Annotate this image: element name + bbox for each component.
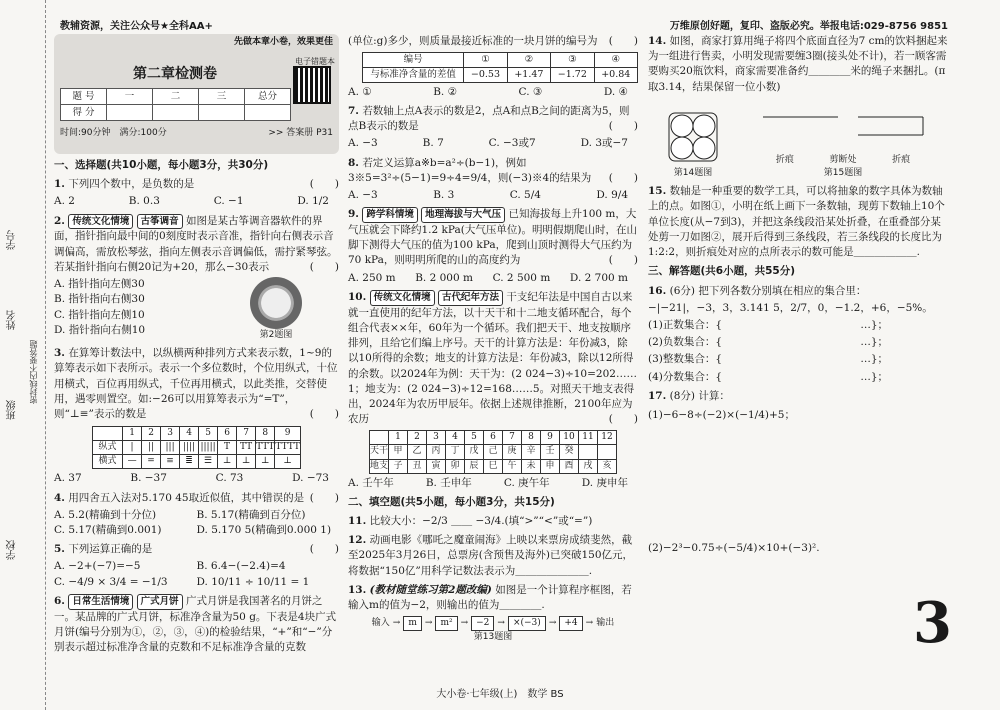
q-text[interactable]: 数轴是一种重要的数学工具，可以将抽象的数字具体为数轴上的点。如图①，小明在纸上画下一条数轴，现剪下数轴上10个单位长度(从−7到3)，并把这条线段沿某处折叠，在重叠部分某处剪一刀如图②，展开后得到三条线段，若三条线段的长度比为1:2:2，则折痕处对应的点所表示的数可能是＿＿＿＿＿＿. (648, 185, 945, 259)
table-cell: 丙 (427, 445, 446, 459)
table-cell: 2 (142, 427, 161, 441)
table-cell: 8 (522, 431, 541, 445)
q-text[interactable]: 动画电影《哪吒之魔童闹海》上映以来票房成绩斐然，截至2025年3月26日，总票房(含预售及海外)已突破150亿元，将数据“150亿”用科学记数法表示为＿＿＿＿＿＿＿. (348, 534, 633, 577)
table-cell: 横式 (93, 455, 123, 469)
set-label: (4)分数集合：{ (648, 370, 723, 383)
table-cell: ④ (594, 53, 637, 68)
table-cell: 3 (161, 427, 180, 441)
option-b[interactable]: B. 6.4−(−2.4)=4 (196, 560, 286, 573)
sub-question-1: (1)−6−8÷(−2)×(−1/4)+5； (648, 409, 795, 422)
table-cell: 4 (446, 431, 465, 445)
answer-paren[interactable]: ( ) (309, 408, 339, 420)
answer-paren[interactable]: ( ) (309, 491, 339, 504)
option-b[interactable]: B. ② (433, 85, 458, 98)
footer: 大小卷·七年级(上) 数学 BS (436, 688, 564, 700)
topic-tag: 古筝调音 (137, 214, 183, 230)
q-text: 若数轴上点A表示的数是2，点A和点B之间的距离为5，则点B表示的数是 (348, 104, 630, 133)
question-10 (348, 290, 638, 491)
score-input-cell[interactable] (153, 105, 199, 121)
option-b[interactable]: B. 7 (422, 137, 444, 150)
column-2 (348, 34, 638, 644)
option-c[interactable]: C. 73 (215, 472, 244, 485)
ganzhi-table (369, 430, 617, 473)
binding-margin (0, 0, 46, 710)
cut-label: 剪断处 (829, 155, 857, 166)
table-cell: 5 (465, 431, 484, 445)
table-cell: 午 (503, 459, 522, 473)
figure-caption: 第15题图 (823, 168, 863, 179)
option-d[interactable]: D. 9/4 (596, 189, 628, 202)
score-input-cell[interactable] (199, 105, 245, 121)
q-number: 10. (348, 290, 367, 303)
table-cell: 戊 (465, 445, 484, 459)
option-d[interactable]: D. 5.170 5(精确到0.000 1) (196, 524, 332, 537)
q-number: 6. (54, 594, 65, 607)
set-positive[interactable] (648, 318, 948, 333)
top-banner (60, 20, 948, 35)
table-cell: 地支 (370, 459, 389, 473)
section-2-title: 二、填空题(共5小题，每小题3分，共15分) (348, 495, 555, 508)
score-cell: 一 (107, 89, 153, 105)
table-cell: 1 (389, 431, 408, 445)
option-d[interactable]: D. ④ (603, 85, 628, 98)
seal-note: 密封线内不要答题 (29, 340, 38, 404)
question-5 (54, 542, 339, 590)
option-a[interactable]: A. 指针指向左侧30 (54, 278, 145, 291)
section-1-title: 一、选择题(共10小题，每小题3分，共30分) (54, 159, 269, 171)
exam-time: 时间:90分钟 (60, 128, 111, 139)
table-cell: 丁 (446, 445, 465, 459)
table-cell: 7 (237, 427, 256, 441)
option-c[interactable]: C. 5.17(精确到0.001) (54, 524, 162, 537)
score-cell: 题 号 (61, 89, 107, 105)
table-cell: 纵式 (93, 441, 123, 455)
table-cell: 酉 (560, 459, 579, 473)
table-cell: 己 (484, 445, 503, 459)
option-d[interactable]: D. 3或−7 (580, 137, 628, 150)
answer-space-1[interactable] (648, 423, 948, 541)
q-text: 在算筹计数法中，以纵横两种排列方式来表示数，1~9的算筹表示如下表所示。表示一个多位数时，个位用纵式，十位用横式，百位再用纵式，千位再用横式，以此类推，交替使用，遇零则置空。如:−26可以用算筹表示为“=T”，则“⊥≡”表示的数是 (54, 347, 338, 420)
number-label: 学号 (7, 230, 18, 250)
table-cell (579, 445, 598, 459)
table-cell: 庚 (503, 445, 522, 459)
table-cell: ② (507, 53, 550, 68)
q-text: 如图是某古筝调音器软件的界面，指针指向最中间的0刻度时表示音准，指针向右侧表示音调偏高，需放松琴弦，指向左侧表示音调偏低，需拧紧琴弦。若某指针指向右侧20记为+20，那么−30表示 (54, 214, 338, 273)
option-c[interactable]: C. 庚午年 (503, 476, 550, 489)
figure-caption: 第2题图 (259, 330, 293, 341)
answer-paren[interactable]: ( ) (608, 254, 638, 267)
option-c[interactable]: C. 2 500 m (492, 271, 551, 284)
context-tag: 传统文化情境 (68, 214, 133, 230)
question-2 (54, 214, 339, 342)
table-cell: 亥 (598, 459, 617, 473)
question-3 (54, 346, 339, 486)
q-number: 11. (348, 515, 367, 528)
sub-question-2: (2)−2³−0.75÷(−5/4)×10+(−3)². (648, 542, 820, 555)
option-a[interactable]: A. −3 (348, 189, 378, 202)
q-number: 3. (54, 347, 65, 360)
question-6 (54, 594, 339, 655)
table-cell: 6 (484, 431, 503, 445)
class-label: 班级 (7, 400, 18, 420)
table-cell: ③ (551, 53, 594, 68)
score-input-cell[interactable] (245, 105, 291, 121)
q-number: 15. (648, 185, 667, 198)
topic-tag: 地理海拔与大气压 (421, 207, 505, 223)
option-d[interactable]: D. 2 700 m (569, 271, 628, 284)
option-b[interactable]: B. 0.3 (128, 195, 160, 208)
table-cell: 辛 (522, 445, 541, 459)
option-a[interactable]: A. 37 (54, 472, 82, 485)
answer-paren[interactable]: ( ) (309, 543, 339, 556)
table-cell: 9 (275, 427, 301, 441)
score-cell: 三 (199, 89, 245, 105)
crease-label: 折痕 (892, 155, 911, 166)
table-cell: 12 (598, 431, 617, 445)
q-score: (8分) (669, 389, 695, 402)
table-cell: 申 (541, 459, 560, 473)
q-text[interactable]: 如图是一个计算程序框图，若输入m的值为−2，则输出的值为＿＿＿＿. (348, 583, 632, 612)
flow-box: m (403, 616, 422, 631)
set-label: (3)整数集合：{ (648, 353, 723, 366)
question-15 (648, 184, 948, 260)
source-tag: (教材随堂练习第2题改编) (369, 583, 492, 596)
q-number: 16. (648, 284, 667, 297)
topic-tag: 古代纪年方法 (438, 290, 503, 306)
table-cell (598, 445, 617, 459)
context-tag: 日常生活情境 (68, 594, 133, 610)
q-text: 若定义运算a※b=a²÷(b−1)，例如3※5=3²÷(5−1)=9÷4=9/4，则(−3)※4的结果为 (348, 156, 592, 184)
qr-label: 电子错题本 (295, 57, 335, 66)
table-cell: 11 (579, 431, 598, 445)
table-cell (93, 427, 123, 441)
question-9 (348, 207, 638, 286)
table-cell: 6 (218, 427, 237, 441)
q-text: (单位:g)多少，则质量最接近标准的一块月饼的编号为 (348, 35, 598, 47)
column-1 (54, 34, 339, 655)
school-label: 学校 (7, 540, 18, 560)
set-integer[interactable] (648, 352, 948, 367)
rod-numeral-table: 1 2 3 4 5 6 7 8 9 纵式 | || ||| |||| ||||| T TT TTT TTTT 横式 — = ≡ ≣ ☰ ⊥ ⊥ ⊥ ⊥ (92, 426, 301, 469)
score-table (60, 88, 291, 121)
option-b[interactable]: B. 2 000 m (415, 271, 473, 284)
question-1 (54, 177, 339, 209)
table-cell: ① (464, 53, 507, 68)
table-cell: 编号 (363, 53, 464, 68)
q-number: 7. (348, 104, 359, 117)
q-number: 9. (348, 208, 359, 221)
score-cell: 总分 (245, 89, 291, 105)
set-end: …}； (860, 318, 888, 331)
figures-14-15 (648, 99, 948, 180)
column-3 (648, 34, 948, 556)
q-text: 用四舍五入法对5.170 45取近似值，其中错误的是 (68, 491, 305, 504)
answer-paren[interactable]: ( ) (309, 178, 339, 191)
header-slogan: 先做本章小卷，效果更佳 (233, 37, 333, 47)
context-tag: 跨学科情境 (362, 207, 418, 223)
time-line (60, 127, 333, 140)
answer-paren[interactable]: ( ) (608, 35, 638, 47)
exam-title: 第二章检测卷 (133, 66, 217, 82)
question-16 (648, 284, 948, 385)
table-cell: 壬 (541, 445, 560, 459)
answer-ref: >> 答案册 P31 (268, 128, 333, 139)
question-13 (348, 583, 638, 645)
table-cell: 辰 (465, 459, 484, 473)
q-text: 干支纪年法是中国自古以来就一直使用的纪年方法，以十天干和十二地支循环配合，每个组合代表××年，60年为一个循环。我们把天干、地支按顺序排列，且给它们编上序号。天干的计算方法是：年份减3，除以10所得的余数；地支的计算方法是：年份减3，除以12所得的余数。以2024年为例：天干为：(2 024−3)÷10=202……1；地支为：(2 024−3)÷12=168……5。对照天干地支表得出，2024年为农历甲辰年。依据上述规律推断，2100年应为农历 (348, 290, 637, 426)
table-cell: 甲 (389, 445, 408, 459)
option-d[interactable]: D. 指针指向右侧10 (54, 323, 146, 336)
q-number: 4. (54, 491, 65, 504)
set-end: …}； (860, 353, 888, 366)
table-cell: 巳 (484, 459, 503, 473)
set-end: …}； (860, 336, 888, 349)
flow-box: −2 (471, 616, 494, 631)
set-fraction[interactable] (648, 370, 948, 385)
question-14 (648, 34, 948, 180)
table-cell: 1 (123, 427, 142, 441)
q-number: 2. (54, 214, 65, 227)
q-number: 1. (54, 178, 65, 191)
figure-caption: 第13题图 (473, 632, 513, 643)
set-label: (1)正数集合：{ (648, 318, 723, 331)
table-cell: 8 (256, 427, 275, 441)
top-right-text: 万维原创好题，复印、盗版必究。举报电话:029-8756 9851 (669, 21, 948, 32)
set-end: …}； (860, 370, 888, 383)
qr-code-icon[interactable] (295, 68, 329, 102)
question-6-continued (348, 34, 638, 100)
score-cell: 得 分 (61, 105, 107, 121)
q-number: 13. (348, 583, 367, 596)
q-text: 把下列各数分别填在相应的集合里： (698, 284, 867, 297)
option-b[interactable]: B. 指针指向右侧30 (54, 293, 145, 306)
table-cell: 乙 (408, 445, 427, 459)
option-a[interactable]: A. −2+(−7)=−5 (54, 560, 141, 573)
table-cell: 5 (199, 427, 218, 441)
flow-box: +4 (559, 616, 582, 631)
crease-label: 折痕 (775, 155, 794, 166)
question-4 (54, 491, 339, 539)
table-cell: 7 (503, 431, 522, 445)
section-3-title: 三、解答题(共6小题，共55分) (648, 265, 796, 278)
table-cell: 2 (408, 431, 427, 445)
q-score: (6分) (669, 284, 695, 297)
table-cell: 与标准净含量的差值 (363, 67, 464, 82)
option-b[interactable]: B. 3 (433, 189, 455, 202)
table-cell: +1.47 (507, 67, 550, 82)
q-text[interactable]: 比较大小：−2/3 ＿＿ −3/4.(填“>”“<”或“=”) (369, 515, 593, 528)
question-7 (348, 104, 638, 152)
exam-full-score: 满分:100分 (119, 128, 167, 139)
table-cell: 3 (427, 431, 446, 445)
bottles-figure (668, 112, 718, 162)
option-d[interactable]: D. 庚申年 (581, 476, 628, 489)
option-d[interactable]: D. −73 (292, 472, 329, 485)
table-cell: 4 (180, 427, 199, 441)
table-cell: 丑 (408, 459, 427, 473)
q-text: 下列四个数中，是负数的是 (68, 178, 195, 191)
table-cell: 天干 (370, 445, 389, 459)
option-a[interactable]: A. 2 (54, 195, 75, 208)
flow-box: m² (435, 616, 457, 631)
q-number: 5. (54, 543, 65, 556)
option-d[interactable]: D. 1/2 (297, 195, 329, 208)
table-cell: +0.84 (594, 67, 637, 82)
q-text: 已知海拔每上升100 m，大气压就会下降约1.2 kPa(大气压单位)。明明假期爬山时，在山脚下测得大气压的值为100 kPa，爬到山顶时测得大气压约为70 kPa，则明明所爬的山的高度约为 (348, 208, 637, 267)
page-number-badge: 3 (913, 589, 952, 656)
question-12 (348, 533, 638, 579)
topic-tag: 广式月饼 (137, 594, 183, 610)
q-number: 14. (648, 35, 667, 47)
q-text: 广式月饼是我国著名的月饼之一。某品牌的广式月饼，标准净含量为50 g。下表是4块广式月饼(编号分别为①，②，③，④)的检验结果，“+”和“−”分别表示超过标准净含量的克数和不足标准净含量的克数 (54, 594, 337, 654)
table-cell: 戌 (579, 459, 598, 473)
option-c[interactable]: C. −4/9 × 3/4 = −1/3 (54, 575, 168, 588)
option-a[interactable]: A. 壬午年 (348, 476, 394, 489)
name-label: 姓名 (7, 310, 18, 330)
q-text[interactable]: 如图，商家打算用绳子将四个底面直径为7 cm的饮料捆起来为一组进行售卖，小明发现需要缠3圈(接头处不计)，若一顾客需要购买20瓶饮料，商家需要准备约＿＿＿＿米的绳子来捆扎。(π取3.14，结果保留一位小数) (648, 35, 948, 93)
answer-paren[interactable]: ( ) (608, 120, 638, 133)
flow-input: 输入 (371, 618, 390, 629)
table-cell: 寅 (427, 459, 446, 473)
option-b[interactable]: B. −37 (130, 472, 167, 485)
table-cell: −0.53 (464, 67, 507, 82)
table-cell (370, 431, 389, 445)
tuner-dial-figure (250, 277, 302, 329)
question-17 (648, 389, 948, 557)
flow-output: 输出 (596, 618, 615, 629)
set-label: (2)负数集合：{ (648, 336, 723, 349)
option-a[interactable]: A. 5.2(精确到十分位) (54, 508, 157, 521)
q-text: 计算： (698, 389, 730, 402)
option-c[interactable]: C. −3或7 (488, 137, 536, 150)
context-tag: 传统文化情境 (370, 290, 435, 306)
table-cell: 10 (560, 431, 579, 445)
q-number: 8. (348, 156, 359, 169)
option-a[interactable]: A. ① (348, 85, 372, 98)
option-c[interactable]: C. 5/4 (509, 189, 541, 202)
q-number: 12. (348, 534, 367, 547)
option-c[interactable]: C. ③ (518, 85, 543, 98)
table-cell: −1.72 (551, 67, 594, 82)
top-left-text: 教辅资源，关注公众号★全科AA+ (60, 21, 213, 32)
table-cell: 卯 (446, 459, 465, 473)
score-cell: 二 (153, 89, 199, 105)
question-11 (348, 514, 638, 529)
option-b[interactable]: B. 壬申年 (425, 476, 472, 489)
option-c[interactable]: C. 指针指向左侧10 (54, 308, 145, 321)
option-b[interactable]: B. 5.17(精确到百分位) (196, 508, 306, 521)
option-d[interactable]: D. 10/11 ÷ 10/11 = 1 (196, 575, 310, 588)
figure-caption: 第14题图 (673, 168, 713, 179)
option-a[interactable]: A. −3 (348, 137, 378, 150)
set-negative[interactable] (648, 335, 948, 350)
answer-paren[interactable]: ( ) (309, 260, 339, 273)
flow-box: ×(−3) (508, 616, 546, 631)
score-input-cell[interactable] (107, 105, 153, 121)
table-cell: 癸 (560, 445, 579, 459)
number-list: −|−21|，−3，3，3.141 5，2/7，0，−1.2，+6，−5%。 (648, 301, 933, 314)
table-cell: 未 (522, 459, 541, 473)
table-cell: 9 (541, 431, 560, 445)
exam-header (54, 34, 339, 154)
mooncake-table (362, 52, 638, 83)
q-text: 下列运算正确的是 (68, 543, 153, 556)
number-line-figure (758, 99, 928, 149)
q-number: 17. (648, 389, 667, 402)
answer-paren[interactable]: ( ) (608, 413, 638, 426)
option-c[interactable]: C. −1 (213, 195, 244, 208)
flowchart: 输入 → m → m² → −2 → ×(−3) → +4 → 输出 (348, 616, 638, 631)
question-8 (348, 156, 638, 204)
answer-paren[interactable]: ( ) (608, 171, 638, 184)
table-cell: 子 (389, 459, 408, 473)
option-a[interactable]: A. 250 m (348, 271, 396, 284)
